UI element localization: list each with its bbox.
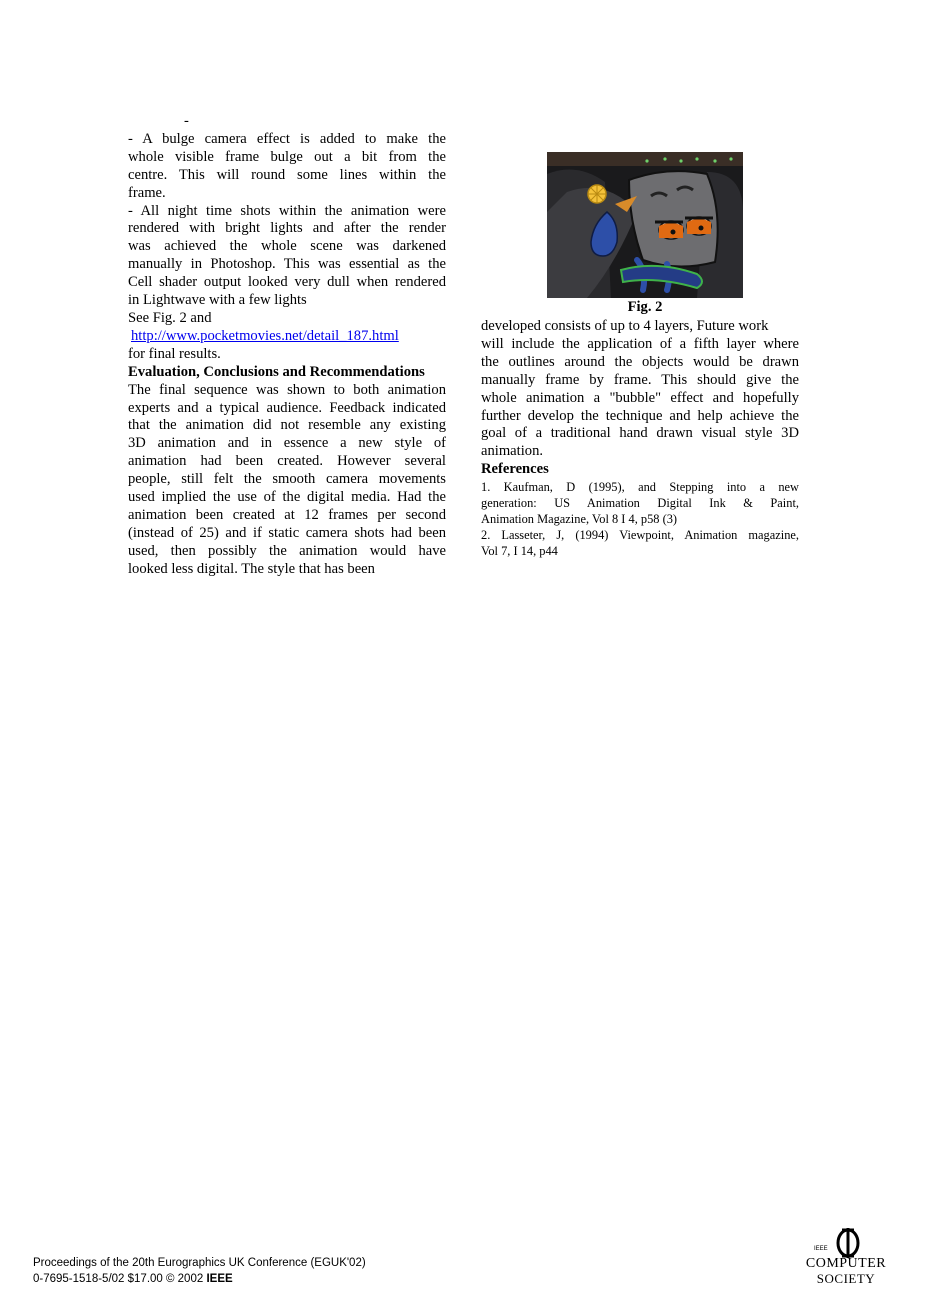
final-results-text: for final results. — [128, 345, 221, 362]
footer-ieee-mark: IEEE — [206, 1273, 233, 1285]
text-line: developed consists of up to 4 layers, Future work — [481, 318, 769, 334]
section-heading: Evaluation, Conclusions and Recommendations — [128, 363, 425, 380]
right-column — [481, 318, 799, 559]
text-line: 2. Lasseter, J, (1994) Viewpoint, Animation magazine, — [481, 528, 799, 543]
text-line: whole animation a "bubble" effect and hopefully — [481, 389, 799, 406]
bulge-bullet — [128, 131, 446, 203]
references-heading: References — [481, 461, 549, 478]
text-line: - All night time shots within the animation were — [128, 202, 446, 219]
text-line: further develop the technique and help achieve the — [481, 407, 799, 424]
future-work-paragraph — [481, 318, 799, 461]
text-line: Cell shader output looked very dull when rendered — [128, 274, 446, 291]
text-line: The final sequence was shown to both animation — [128, 381, 446, 398]
stray-dash: - — [184, 113, 189, 129]
text-line: experts and a typical audience. Feedback indicated — [128, 399, 446, 416]
text-line: the outlines around the objects would be drawn — [481, 353, 799, 370]
text-line: frame. — [128, 184, 166, 201]
text-line: rendered with bright lights and after the render — [128, 220, 446, 237]
text-line: animation been created at 12 frames per second — [128, 506, 446, 523]
text-line: was achieved the whole scene was darkened — [128, 238, 446, 255]
footer-proceedings: Proceedings of the 20th Eurographics UK Conference (EGUK'02) — [33, 1257, 366, 1269]
footer-isbn-text: 0-7695-1518-5/02 $17.00 © 2002 — [33, 1273, 207, 1285]
text-line: - A bulge camera effect is added to make the — [128, 130, 446, 147]
text-line: manually in Photoshop. This was essential as the — [128, 256, 446, 273]
text-line: (instead of 25) and if static camera shots had been — [128, 524, 446, 541]
text-line: looked less digital. The style that has been — [128, 560, 375, 577]
text-line: whole visible frame bulge out a bit from the — [128, 148, 446, 165]
figure-caption: Fig. 2 — [627, 299, 663, 315]
pocketmovies-link[interactable]: http://www.pocketmovies.net/detail_187.html — [131, 327, 399, 344]
text-line: Animation Magazine, Vol 8 I 4, p58 (3) — [481, 512, 678, 527]
night-shots-bullet — [128, 203, 446, 310]
text-line: 3D animation and in essence a new style of — [128, 435, 446, 452]
text-line: Vol 7, I 14, p44 — [481, 544, 558, 559]
text-line: goal of a traditional hand drawn visual style 3D — [481, 425, 799, 442]
text-line: used, then possibly the animation would have — [128, 542, 446, 559]
logo-ieee-text: IEEE — [814, 1246, 828, 1252]
text-line: people, still felt the smooth camera movements — [128, 471, 446, 488]
footer-isbn — [33, 1272, 233, 1286]
text-line: will include the application of a fifth layer where — [481, 335, 799, 352]
text-line: 1. Kaufman, D (1995), and Stepping into a new — [481, 480, 799, 495]
reference-2 — [481, 527, 799, 559]
text-line: generation: US Animation Digital Ink & Paint, — [481, 496, 799, 511]
text-line: animation had been created. However several — [128, 453, 446, 470]
text-line: animation. — [481, 443, 544, 460]
ieee-computer-society-logo — [796, 1228, 896, 1288]
phi-emblem-icon — [796, 1228, 896, 1258]
text-line: used implied the use of the digital media. Had the — [128, 489, 446, 506]
logo-computer-text: COMPUTER — [805, 1256, 887, 1271]
text-line: in Lightwave with a few lights — [128, 292, 307, 309]
reference-1 — [481, 479, 799, 527]
text-line: that the animation did not resemble any existing — [128, 417, 446, 434]
see-fig-text: See Fig. 2 and — [128, 309, 212, 326]
logo-society-text: SOCIETY — [816, 1271, 876, 1286]
evaluation-paragraph — [128, 382, 446, 579]
figure-2-image — [547, 152, 743, 298]
left-column — [128, 113, 446, 579]
text-line: manually frame by frame. This should give the — [481, 371, 799, 388]
text-line: centre. This will round some lines within the — [128, 166, 446, 183]
